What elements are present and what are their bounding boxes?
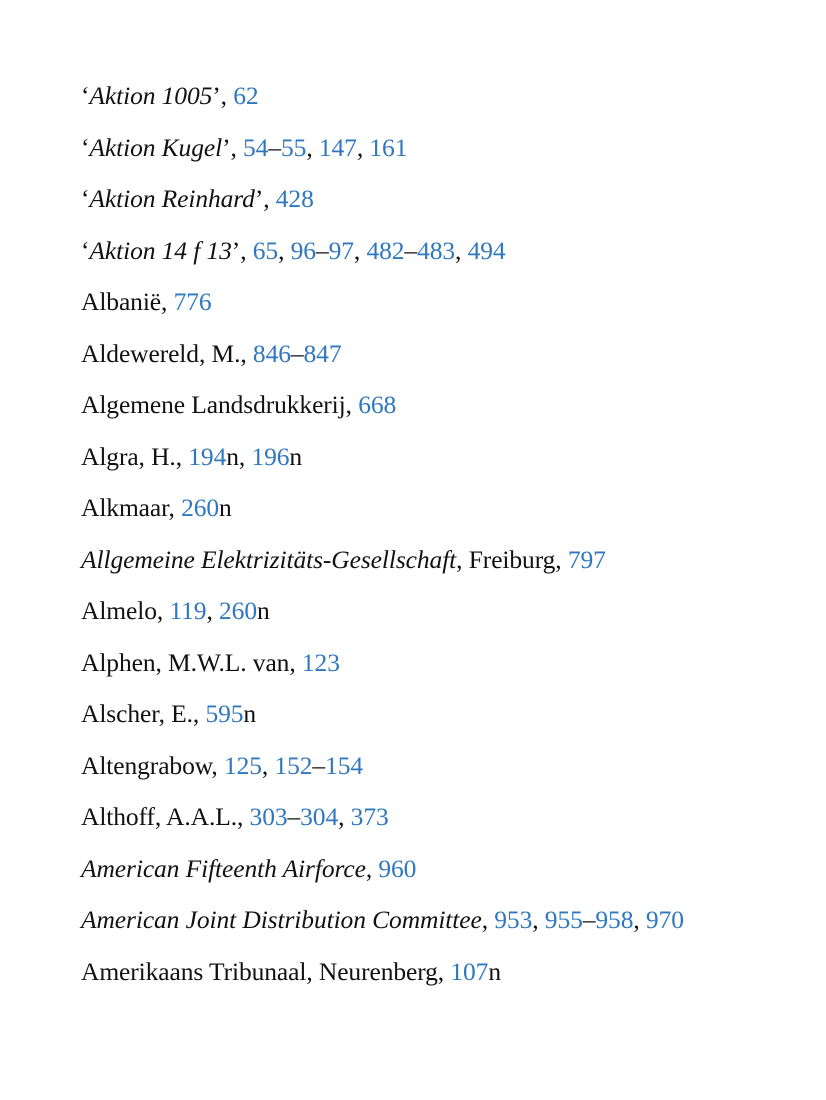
open-quote: ‘	[81, 81, 90, 110]
note-suffix: n	[243, 699, 257, 728]
page-ref-link[interactable]: 55	[281, 132, 307, 162]
index-entry	[81, 900, 801, 952]
note-suffix: n	[219, 493, 232, 522]
open-quote: ‘	[81, 132, 90, 162]
note-suffix: n	[488, 956, 501, 986]
page-ref-link[interactable]: 958	[595, 905, 634, 934]
page-ref-link[interactable]: 152	[274, 750, 313, 780]
page-ref-link[interactable]: 776	[173, 287, 212, 316]
ref-separator: ,	[356, 132, 370, 162]
index-entry	[81, 282, 801, 334]
index-entry	[81, 231, 801, 283]
ref-separator: ,	[240, 235, 253, 265]
index-entry	[81, 488, 801, 540]
page-ref-link[interactable]: 970	[645, 905, 684, 934]
ref-separator: ,	[156, 596, 170, 625]
ref-separator: ,	[532, 905, 545, 934]
index-entry	[81, 797, 801, 849]
page-ref-link[interactable]: 260	[181, 493, 220, 522]
page-ref-link[interactable]: 428	[275, 184, 314, 213]
index-list	[81, 76, 801, 1003]
ref-separator: ,	[263, 184, 276, 213]
page-ref-link[interactable]: 260	[219, 596, 257, 625]
entry-title: Amerikaans Tribunaal, Neurenberg	[81, 956, 438, 986]
page-ref-link[interactable]: 482	[366, 235, 405, 265]
ref-separator: ,	[289, 647, 302, 677]
index-entry	[81, 694, 801, 746]
page-ref-link[interactable]: 62	[233, 81, 259, 110]
entry-title: Albanië	[81, 287, 162, 316]
page-ref-link[interactable]: 54	[243, 132, 269, 162]
index-entry	[81, 952, 801, 1004]
entry-title: Aktion 14 f 13	[89, 235, 232, 265]
ref-separator: ,	[175, 441, 189, 471]
close-quote: ’	[222, 132, 231, 162]
ref-separator: ,	[168, 493, 182, 522]
ref-separator: ,	[345, 390, 359, 419]
ref-separator: ,	[555, 544, 568, 574]
ref-separator: ,	[192, 699, 206, 728]
range-dash: –	[268, 132, 281, 162]
page-ref-link[interactable]: 953	[494, 905, 533, 934]
ref-separator: ,	[437, 956, 451, 986]
range-dash: –	[312, 750, 326, 780]
page-ref-link[interactable]: 107	[450, 956, 489, 986]
page-ref-link[interactable]: 847	[303, 338, 342, 368]
entry-qualifier: , Freiburg	[456, 544, 556, 574]
range-dash: –	[287, 802, 301, 831]
entry-title: American Joint Distribution Committee	[81, 905, 482, 934]
ref-separator: ,	[230, 132, 244, 162]
entry-title: Alscher, E.	[81, 699, 193, 728]
page-ref-link[interactable]: 194	[188, 441, 227, 471]
entry-title: Alkmaar	[81, 493, 169, 522]
page-ref-link[interactable]: 303	[249, 802, 288, 831]
index-entry	[81, 128, 801, 180]
page-ref-link[interactable]: 595	[205, 699, 244, 728]
range-dash: –	[404, 235, 418, 265]
ref-separator: ,	[211, 750, 224, 780]
page-ref-link[interactable]: 161	[369, 132, 408, 162]
page-ref-link[interactable]: 96	[290, 235, 316, 265]
entry-title: Aktion Reinhard	[89, 184, 255, 213]
page-ref-link[interactable]: 483	[417, 235, 456, 265]
range-dash: –	[290, 338, 304, 368]
close-quote: ’	[231, 235, 241, 265]
index-entry	[81, 334, 801, 386]
note-suffix: n	[226, 441, 239, 471]
entry-title: Aktion Kugel	[89, 132, 223, 162]
open-quote: ‘	[81, 184, 90, 213]
entry-title: Althoff, A.A.L.	[81, 802, 237, 831]
ref-separator: ,	[236, 802, 250, 831]
range-dash: –	[582, 905, 596, 934]
entry-title: Algra, H.	[81, 441, 176, 471]
ref-separator: ,	[240, 338, 253, 368]
ref-separator: ,	[161, 287, 174, 316]
ref-separator: ,	[338, 802, 351, 831]
page-ref-link[interactable]: 97	[328, 235, 354, 265]
page-ref-link[interactable]: 373	[350, 802, 389, 831]
close-quote: ’	[254, 184, 264, 213]
page-ref-link[interactable]: 147	[318, 132, 357, 162]
entry-title: Altengrabow	[81, 750, 212, 780]
ref-separator: ,	[633, 905, 646, 934]
ref-separator: ,	[455, 235, 468, 265]
page-ref-link[interactable]: 494	[467, 235, 506, 265]
ref-separator: ,	[306, 132, 319, 162]
note-suffix: n	[289, 441, 303, 471]
index-entry	[81, 540, 801, 592]
range-dash: –	[315, 235, 329, 265]
page-ref-link[interactable]: 125	[223, 750, 262, 780]
page-ref-link[interactable]: 119	[169, 596, 207, 625]
entry-title: Algemene Landsdrukkerij	[81, 390, 346, 419]
ref-separator: ,	[238, 441, 252, 471]
entry-title: American Fifteenth Airforce	[81, 853, 366, 883]
ref-separator: ,	[353, 235, 367, 265]
ref-separator: ,	[261, 750, 275, 780]
close-quote: ’	[212, 81, 221, 110]
page-ref-link[interactable]: 196	[251, 441, 290, 471]
page-ref-link[interactable]: 668	[358, 390, 397, 419]
note-suffix: n	[256, 596, 270, 625]
ref-separator: ,	[220, 81, 234, 110]
ref-separator: ,	[365, 853, 379, 883]
page-ref-link[interactable]: 955	[544, 905, 583, 934]
entry-title: Allgemeine Elektrizitäts-Gesellschaft	[81, 544, 457, 574]
index-entry	[81, 746, 801, 798]
page-ref-link[interactable]: 154	[325, 750, 364, 780]
page-ref-link[interactable]: 797	[567, 544, 606, 574]
ref-separator: ,	[481, 905, 495, 934]
index-entry	[81, 849, 801, 901]
index-entry	[81, 179, 801, 231]
index-entry	[81, 437, 801, 489]
entry-title: Almelo	[81, 596, 157, 625]
open-quote: ‘	[81, 235, 90, 265]
entry-title: Aldewereld, M.	[81, 338, 241, 368]
page-ref-link[interactable]: 123	[301, 647, 340, 677]
index-entry	[81, 76, 801, 128]
ref-separator: ,	[278, 235, 291, 265]
page-ref-link[interactable]: 846	[252, 338, 291, 368]
index-entry	[81, 643, 801, 695]
index-entry	[81, 385, 801, 437]
page-ref-link[interactable]: 960	[378, 853, 417, 883]
entry-title: Alphen, M.W.L. van	[81, 647, 290, 677]
page-ref-link[interactable]: 65	[252, 235, 279, 265]
ref-separator: ,	[206, 596, 220, 625]
page-ref-link[interactable]: 304	[300, 802, 339, 831]
entry-title: Aktion 1005	[89, 81, 213, 110]
index-entry	[81, 591, 801, 643]
